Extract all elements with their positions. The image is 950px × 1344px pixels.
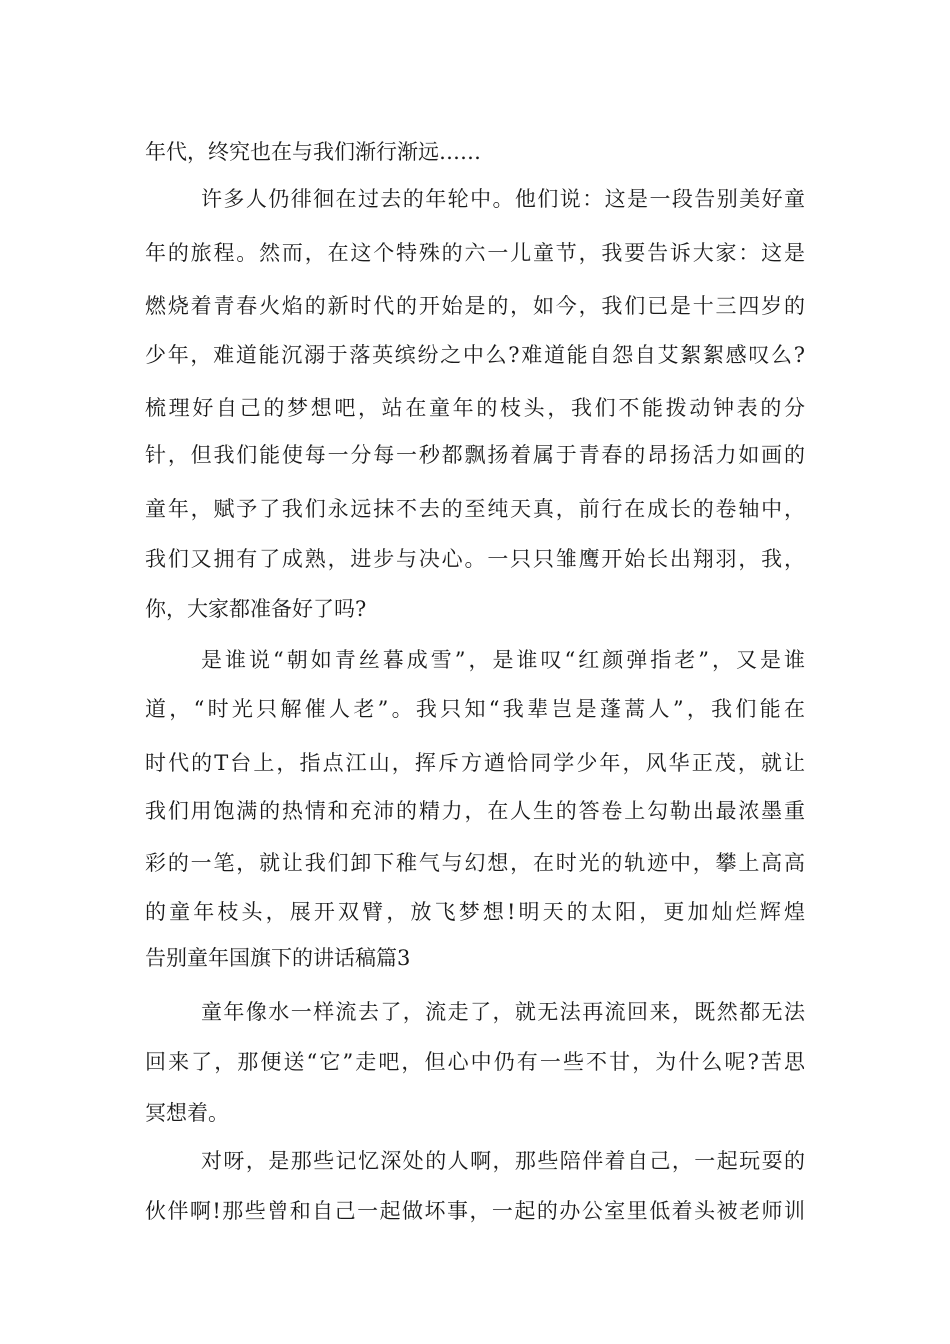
text-line: 我们又拥有了成熟，进步与决心。一只只雏鹰开始长出翔羽，我， <box>145 547 805 571</box>
section-heading: 告别童年国旗下的讲话稿篇3 <box>145 946 411 970</box>
text-line: 你，大家都准备好了吗? <box>145 597 367 621</box>
text-line: 伙伴啊!那些曾和自己一起做坏事，一起的办公室里低着头被老师训 <box>145 1199 805 1223</box>
paragraph-first-line: 是谁说“朝如青丝暮成雪”，是谁叹“红颜弹指老”，又是谁 <box>201 648 805 672</box>
paragraph-first-line: 童年像水一样流去了，流走了，就无法再流回来，既然都无法 <box>201 1000 805 1024</box>
text-line: 彩的一笔，就让我们卸下稚气与幻想，在时光的轨迹中，攀上高高 <box>145 851 805 875</box>
text-line: 梳理好自己的梦想吧，站在童年的枝头，我们不能拨动钟表的分 <box>145 396 805 420</box>
text-line: 燃烧着青春火焰的新时代的开始是的，如今，我们已是十三四岁的 <box>145 294 805 318</box>
text-line: 年代，终究也在与我们渐行渐远…… <box>145 140 481 164</box>
text-line: 的童年枝头，展开双臂，放飞梦想!明天的太阳，更加灿烂辉煌 <box>145 900 805 924</box>
text-line: 冥想着。 <box>145 1101 229 1125</box>
paragraph-first-line: 许多人仍徘徊在过去的年轮中。他们说：这是一段告别美好童 <box>201 187 805 211</box>
text-line: 道，“时光只解催人老”。我只知“我辈岂是蓬蒿人”，我们能在 <box>145 697 805 721</box>
text-line: 回来了，那便送“它”走吧，但心中仍有一些不甘，为什么呢?苦思 <box>145 1050 805 1074</box>
text-line: 针，但我们能使每一分每一秒都飘扬着属于青春的昂扬活力如画的 <box>145 443 805 467</box>
text-line: 年的旅程。然而，在这个特殊的六一儿童节，我要告诉大家：这是 <box>145 241 805 265</box>
text-line: 童年，赋予了我们永远抹不去的至纯天真，前行在成长的卷轴中， <box>145 497 805 521</box>
text-line: 少年，难道能沉溺于落英缤纷之中么?难道能自怨自艾絮絮感叹么? <box>145 343 805 367</box>
paragraph-first-line: 对呀，是那些记忆深处的人啊，那些陪伴着自己，一起玩耍的 <box>201 1149 805 1173</box>
text-line: 我们用饱满的热情和充沛的精力，在人生的答卷上勾勒出最浓墨重 <box>145 799 805 823</box>
text-line: 时代的T台上，指点江山，挥斥方遒恰同学少年，风华正茂，就让 <box>145 751 805 775</box>
